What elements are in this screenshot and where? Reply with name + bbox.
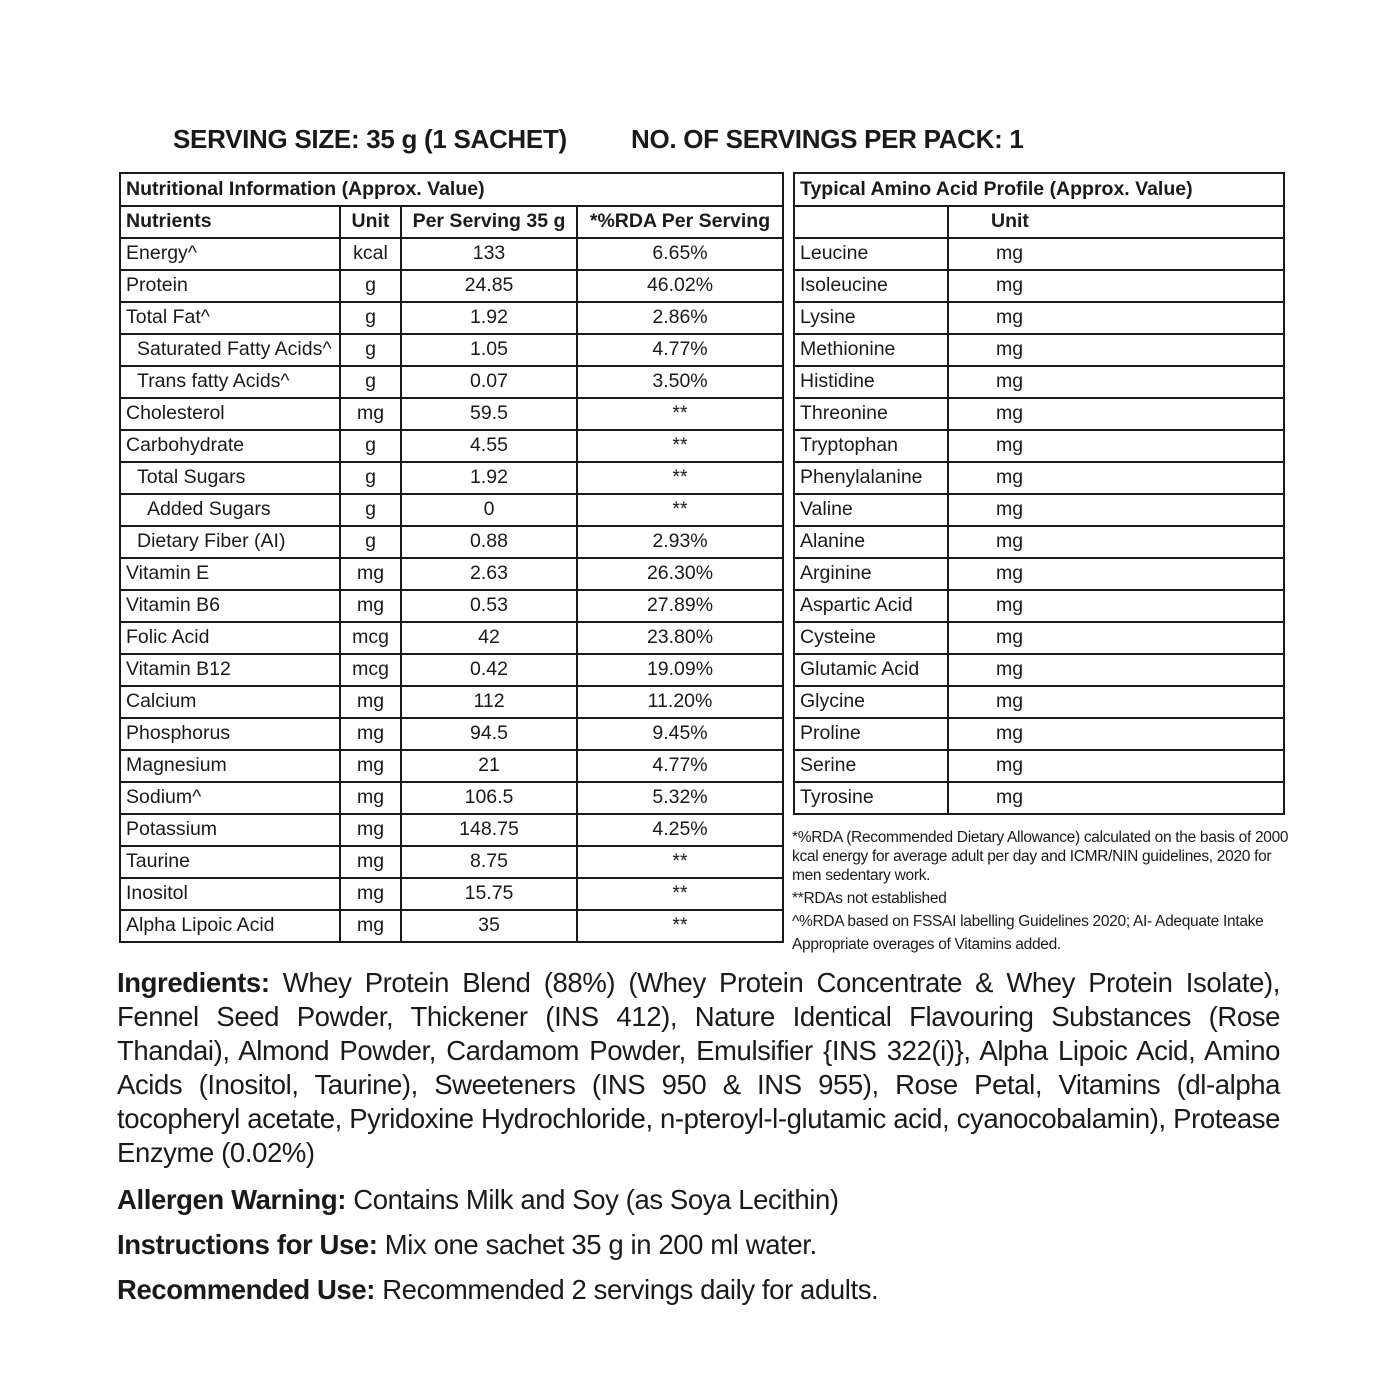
nutrient-name: Alpha Lipoic Acid [120,910,340,942]
recommended-text: Recommended 2 servings daily for adults. [374,1274,879,1305]
table-row [120,910,783,942]
amino-unit: mg [948,238,1284,270]
amino-unit: mg [948,526,1284,558]
nutrient-rda: ** [577,430,783,462]
amino-unit: mg [948,494,1284,526]
nutrient-name: Phosphorus [120,718,340,750]
nutrient-per-serving: 15.75 [401,878,577,910]
nutrient-rda: 6.65% [577,238,783,270]
nutrient-rda: 46.02% [577,270,783,302]
amino-name: Isoleucine [794,270,948,302]
amino-name: Cysteine [794,622,948,654]
table-row [120,654,783,686]
nutrient-per-serving: 0 [401,494,577,526]
instructions-text: Mix one sachet 35 g in 200 ml water. [377,1229,817,1260]
amino-name: Phenylalanine [794,462,948,494]
nutrition-header-row [120,206,783,238]
label-text-section [117,966,1280,1307]
nutrient-per-serving: 0.07 [401,366,577,398]
footnotes [792,828,1292,958]
column-header: *%RDA Per Serving [577,206,783,238]
table-row [794,782,1284,814]
table-row [120,718,783,750]
nutrient-rda: 23.80% [577,622,783,654]
table-row [794,718,1284,750]
amino-name: Proline [794,718,948,750]
nutrient-name: Magnesium [120,750,340,782]
nutrient-unit: g [340,270,401,302]
nutrient-rda: ** [577,462,783,494]
nutrient-per-serving: 24.85 [401,270,577,302]
amino-header-row [794,206,1284,238]
nutrient-unit: kcal [340,238,401,270]
nutrient-per-serving: 35 [401,910,577,942]
nutrient-unit: mg [340,814,401,846]
amino-name: Threonine [794,398,948,430]
column-header: Per Serving 35 g [401,206,577,238]
nutrient-name: Vitamin E [120,558,340,590]
nutrient-name: Potassium [120,814,340,846]
column-header: Unit [948,206,1284,238]
nutrient-unit: mg [340,782,401,814]
table-row [120,750,783,782]
nutrient-per-serving: 106.5 [401,782,577,814]
nutrient-name: Cholesterol [120,398,340,430]
table-row [120,238,783,270]
amino-name: Tryptophan [794,430,948,462]
nutrient-unit: mg [340,878,401,910]
amino-unit: mg [948,334,1284,366]
column-header: Nutrients [120,206,340,238]
nutrient-per-serving: 1.92 [401,462,577,494]
table-row [120,366,783,398]
nutrient-rda: 4.77% [577,750,783,782]
amino-table-title: Typical Amino Acid Profile (Approx. Value) [794,173,1284,206]
amino-unit: mg [948,398,1284,430]
amino-unit: mg [948,462,1284,494]
amino-name: Alanine [794,526,948,558]
nutrient-per-serving: 0.53 [401,590,577,622]
nutrient-name: Vitamin B6 [120,590,340,622]
nutrient-name: Inositol [120,878,340,910]
nutrient-name: Energy^ [120,238,340,270]
table-row [794,398,1284,430]
nutrient-unit: mg [340,750,401,782]
amino-name: Leucine [794,238,948,270]
amino-name: Glycine [794,686,948,718]
nutrient-name: Dietary Fiber (AI) [120,526,340,558]
nutrient-unit: mg [340,910,401,942]
nutrient-per-serving: 133 [401,238,577,270]
nutrient-unit: g [340,302,401,334]
table-row [120,398,783,430]
nutrient-unit: g [340,526,401,558]
nutrient-unit: g [340,366,401,398]
amino-unit: mg [948,590,1284,622]
table-row [794,526,1284,558]
nutrient-per-serving: 8.75 [401,846,577,878]
nutrient-name: Calcium [120,686,340,718]
table-row [120,494,783,526]
table-row [794,654,1284,686]
table-row [120,558,783,590]
nutrition-table [119,172,784,943]
fssai-note: ^%RDA based on FSSAI labelling Guidelines 2020; AI- Adequate Intake [792,913,1264,930]
amino-name: Glutamic Acid [794,654,948,686]
amino-unit: mg [948,750,1284,782]
nutrient-rda: ** [577,910,783,942]
allergen-label: Allergen Warning: [117,1184,346,1215]
nutrient-rda: 2.86% [577,302,783,334]
table-row [120,814,783,846]
table-row [120,622,783,654]
amino-name: Methionine [794,334,948,366]
amino-unit: mg [948,302,1284,334]
table-row [794,334,1284,366]
nutrient-unit: g [340,430,401,462]
nutrient-rda: ** [577,494,783,526]
table-row [794,622,1284,654]
amino-unit: mg [948,654,1284,686]
table-row [794,558,1284,590]
amino-unit: mg [948,558,1284,590]
amino-name: Tyrosine [794,782,948,814]
nutrient-per-serving: 21 [401,750,577,782]
nutrient-per-serving: 1.92 [401,302,577,334]
amino-acid-table [793,172,1285,815]
servings-per-pack: NO. OF SERVINGS PER PACK: 1 [631,124,1024,154]
table-row [794,686,1284,718]
nutrient-unit: mg [340,718,401,750]
table-row [794,238,1284,270]
ingredients-text: Whey Protein Blend (88%) (Whey Protein Concentrate & Whey Protein Isolate), Fennel Seed Powder, Thickener (INS 412), Nature Identical Flavouring Substances (Rose Thandai), Almond Powder, Cardamom Powder, Emulsifier {INS 322(i)}, Alpha Lipoic Acid, Amino Acids (Inositol, Taurine), Sweeteners (INS 950 & INS 955), Rose Petal, Vitamins (dl-alpha tocopheryl acetate, Pyridoxine Hydrochloride, n-pteroyl-l-glutamic acid, cyanocobalamin), Protease Enzyme (0.02%) [117,967,1280,1168]
table-row [120,590,783,622]
amino-name: Serine [794,750,948,782]
nutrient-unit: mg [340,686,401,718]
instructions-paragraph [117,1228,1280,1262]
instructions-label: Instructions for Use: [117,1229,378,1260]
nutrient-rda: 5.32% [577,782,783,814]
nutrient-per-serving: 0.88 [401,526,577,558]
nutrient-rda: 4.25% [577,814,783,846]
amino-unit: mg [948,622,1284,654]
amino-unit: mg [948,430,1284,462]
nutrient-name: Vitamin B12 [120,654,340,686]
table-row [120,878,783,910]
nutrient-per-serving: 0.42 [401,654,577,686]
nutrient-unit: mg [340,558,401,590]
table-row [120,430,783,462]
nutrient-rda: 11.20% [577,686,783,718]
nutrient-name: Total Fat^ [120,302,340,334]
nutrient-per-serving: 2.63 [401,558,577,590]
table-row [120,846,783,878]
amino-unit: mg [948,718,1284,750]
nutrient-name: Trans fatty Acids^ [120,366,340,398]
nutrient-unit: mg [340,846,401,878]
nutrient-unit: mcg [340,654,401,686]
amino-name: Lysine [794,302,948,334]
column-header [794,206,948,238]
amino-name: Valine [794,494,948,526]
nutrient-per-serving: 148.75 [401,814,577,846]
table-row [120,334,783,366]
amino-unit: mg [948,686,1284,718]
nutrient-rda: 2.93% [577,526,783,558]
nutrition-table-title: Nutritional Information (Approx. Value) [120,173,783,206]
nutrient-name: Folic Acid [120,622,340,654]
nutrient-rda: 3.50% [577,366,783,398]
table-row [794,750,1284,782]
nutrient-per-serving: 112 [401,686,577,718]
nutrient-name: Protein [120,270,340,302]
recommended-paragraph [117,1273,1280,1307]
table-row [794,462,1284,494]
table-row [120,686,783,718]
table-row [120,302,783,334]
nutrient-unit: g [340,494,401,526]
nutrient-name: Total Sugars [120,462,340,494]
nutrient-unit: mg [340,398,401,430]
table-row [794,590,1284,622]
nutrient-per-serving: 4.55 [401,430,577,462]
table-row [120,462,783,494]
allergen-text: Contains Milk and Soy (as Soya Lecithin) [346,1184,839,1215]
nutrient-rda: 9.45% [577,718,783,750]
nutrient-rda: ** [577,846,783,878]
table-row [794,270,1284,302]
nutrient-name: Taurine [120,846,340,878]
overages-note: Appropriate overages of Vitamins added. [792,936,1061,953]
nutrient-per-serving: 42 [401,622,577,654]
table-row [120,782,783,814]
table-row [120,526,783,558]
nutrient-unit: mcg [340,622,401,654]
rda-not-established-note: **RDAs not established [792,890,947,907]
nutrient-rda: 4.77% [577,334,783,366]
serving-size: SERVING SIZE: 35 g (1 SACHET) [173,124,567,154]
table-row [120,270,783,302]
nutrient-unit: g [340,462,401,494]
nutrient-name: Carbohydrate [120,430,340,462]
nutrient-rda: 26.30% [577,558,783,590]
nutrient-per-serving: 59.5 [401,398,577,430]
nutrient-unit: mg [340,590,401,622]
amino-unit: mg [948,270,1284,302]
amino-unit: mg [948,782,1284,814]
amino-name: Arginine [794,558,948,590]
nutrient-name: Saturated Fatty Acids^ [120,334,340,366]
column-header: Unit [340,206,401,238]
nutrient-rda: 27.89% [577,590,783,622]
amino-unit: mg [948,366,1284,398]
amino-name: Histidine [794,366,948,398]
table-row [794,494,1284,526]
amino-name: Aspartic Acid [794,590,948,622]
nutrient-name: Sodium^ [120,782,340,814]
table-row [794,302,1284,334]
serving-header [0,124,1400,158]
nutrient-per-serving: 94.5 [401,718,577,750]
recommended-label: Recommended Use: [117,1274,375,1305]
ingredients-label: Ingredients: [117,967,270,998]
allergen-paragraph [117,1183,1280,1217]
nutrient-rda: ** [577,878,783,910]
ingredients-paragraph [117,966,1280,1170]
nutrient-per-serving: 1.05 [401,334,577,366]
nutrient-name: Added Sugars [120,494,340,526]
nutrient-rda: ** [577,398,783,430]
nutrient-unit: g [340,334,401,366]
nutrient-rda: 19.09% [577,654,783,686]
table-row [794,430,1284,462]
rda-note: *%RDA (Recommended Dietary Allowance) calculated on the basis of 2000 kcal energy for average adult per day and ICMR/NIN guidelines, 2020 for men sedentary work. [792,829,1289,884]
table-row [794,366,1284,398]
